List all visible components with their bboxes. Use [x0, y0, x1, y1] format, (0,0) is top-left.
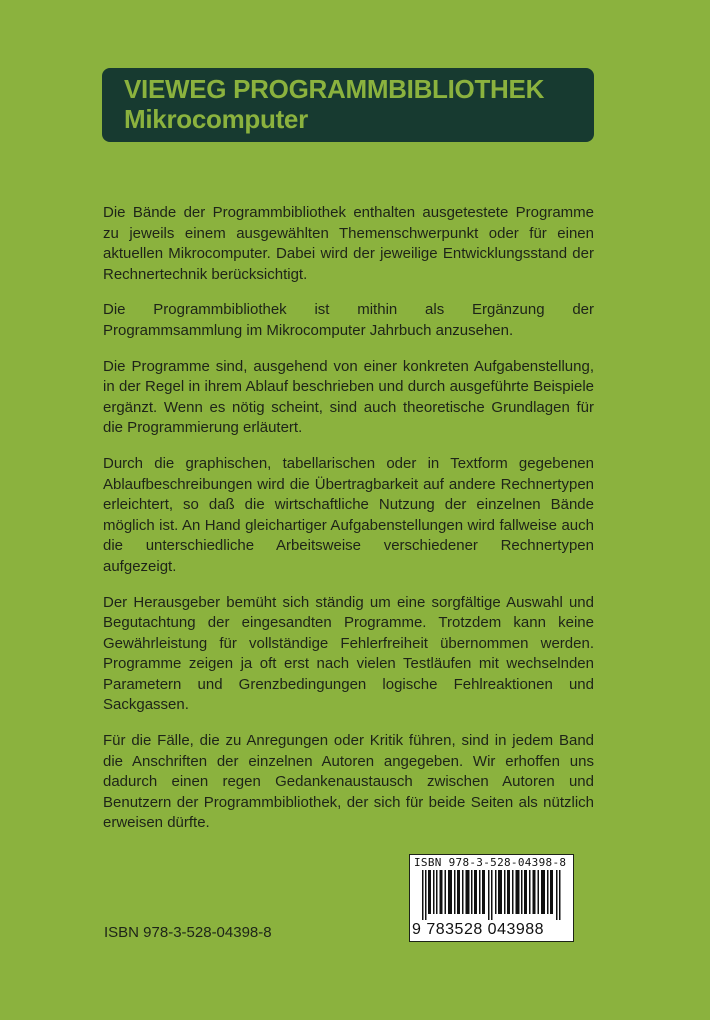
- paragraph-3: Die Programme sind, ausgehend von einer konkreten Aufgabenstellung, in der Regel in ihrem Ablauf beschrieben und durch ausgeführte Beispiele ergänzt. Wenn es nötig scheint, sind auch theoretische Grundlagen für die Programmierung erläutert.: [103, 357, 594, 437]
- isbn-text: ISBN 978-3-528-04398-8: [104, 924, 272, 941]
- paragraph-1: Die Bände der Programmbibliothek enthalten ausgetestete Programme zu jeweils einem ausgewählten Themenschwerpunkt oder für einen aktuellen Mikrocomputer. Dabei wird der jeweilige Entwicklungsstand der Rechnertechnik berücksichtigt.: [103, 204, 594, 283]
- barcode: [409, 854, 574, 942]
- barcode-isbn-label: ISBN 978-3-528-04398-8: [414, 856, 567, 869]
- series-title: VIEWEG PROGRAMMBIBLIOTHEK: [124, 74, 545, 104]
- barcode-digits: 9 783528 043988: [412, 921, 545, 938]
- description-text: [103, 203, 594, 849]
- paragraph-6: Für die Fälle, die zu Anregungen oder Kritik führen, sind in jedem Band die Anschriften der einzelnen Autoren angegeben. Wir erhoffen uns dadurch einen regen Gedankenaustausch zwischen Autoren und Benutzern der Programmbibliothek, der sich für beide Seiten als nützlich erweisen dürfte.: [103, 732, 594, 832]
- series-banner: [102, 68, 594, 142]
- paragraph-4: Durch die graphischen, tabellarischen oder in Textform gegebenen Ablaufbeschreibungen wird die Übertragbarkeit auf andere Rechnertypen erleichtert, so daß die wirtschaftliche Nutzung der einzelnen Bände möglich ist. An Hand gleichartiger Aufgabenstellungen wird fallweise auch die unterschiedliche Arbeitsweise verschiedener Rechnertypen aufgezeigt.: [103, 454, 594, 575]
- series-subtitle: Mikrocomputer: [124, 104, 308, 134]
- barcode-bars-icon: [422, 870, 564, 920]
- paragraph-5: Der Herausgeber bemüht sich ständig um eine sorgfältige Auswahl und Begutachtung der eingesandten Programme. Trotzdem kann keine Gewährleistung für vollständige Fehlerfreiheit übernommen werden. Programme zeigen ja oft erst nach vielen Testläufen mit wechselnden Parametern und Grenzbedingungen logische Fehlreaktionen und Sackgassen.: [103, 593, 594, 714]
- paragraph-2: Die Programmbibliothek ist mithin als Ergänzung der Programmsammlung im Mikrocomputer Jahrbuch anzusehen.: [103, 301, 594, 339]
